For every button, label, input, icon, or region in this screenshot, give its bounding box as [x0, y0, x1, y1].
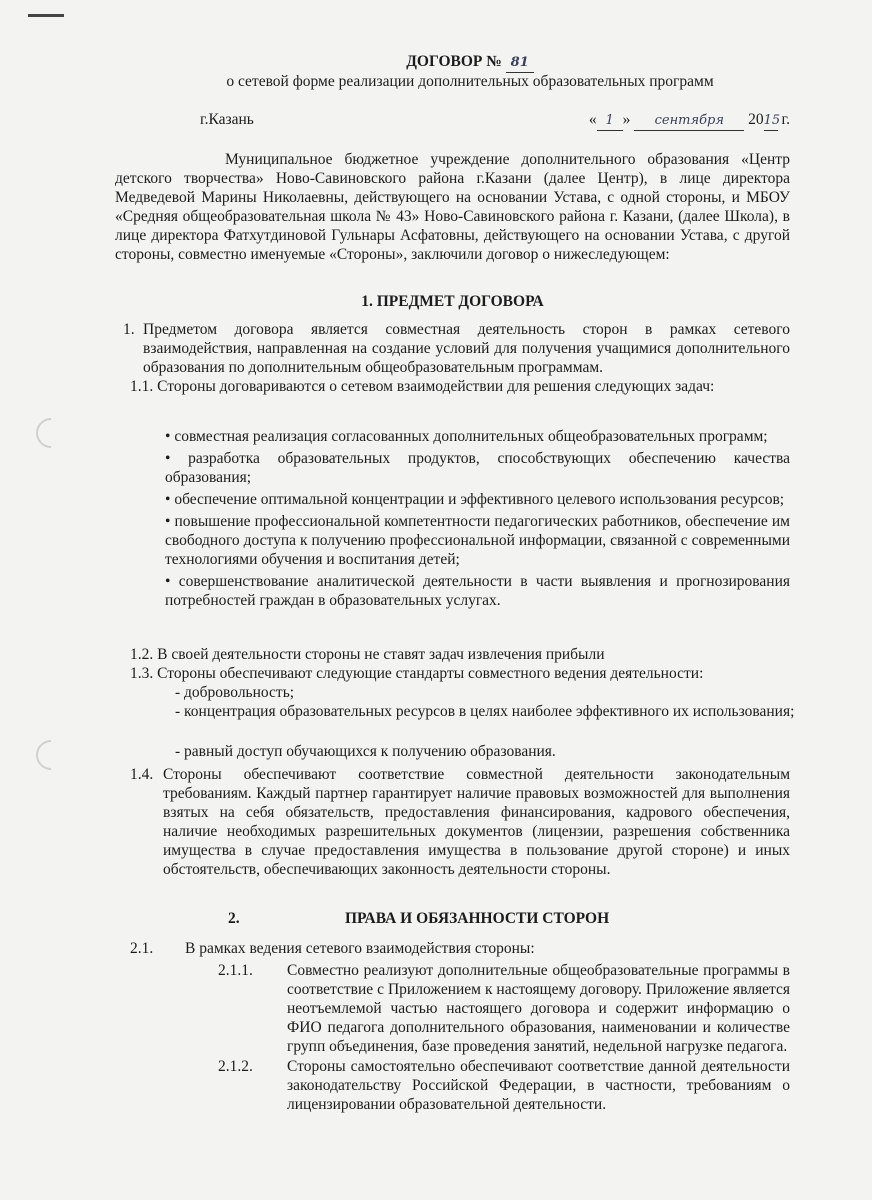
item-number: 2.1.	[130, 940, 154, 957]
date-day: 1	[597, 111, 623, 131]
contract-number: 81	[506, 53, 534, 73]
document-subtitle: о сетевой форме реализации дополнительных образовательных программ	[226, 73, 714, 90]
item-1: Предметом договора является совместная деятельность сторон в рамках сетевого взаимодействия, направленная на создание условий для получения учащимися дополнительного образования по дополнительным общеобразовательным программам.	[143, 321, 790, 376]
tasks-list	[165, 427, 790, 613]
item-2-1-1: Совместно реализуют дополнительные общеобразовательные программы в соответствие с Приложением к настоящему договору. Приложение является неотъемлемой частью настоящего договора и содержит информацию о ФИО педагога дополнительного образования, наименовании и количестве групп объединения, базе проведения занятий, недельной нагрузке педагога.	[287, 962, 790, 1055]
list-item: • повышение профессиональной компетентности педагогических работников, обеспечение им свободного доступа к получению профессиональной информации, связанной с современными технологиями обучения и воспитания детей;	[165, 513, 790, 568]
item-number: 1.4.	[130, 766, 154, 783]
list-item: • разработка образовательных продуктов, способствующих обеспечению качества образования;	[165, 450, 790, 486]
item-number: 2.1.2.	[218, 1058, 253, 1075]
contract-date	[589, 110, 790, 131]
list-item: - концентрация образовательных ресурсов в целях наиболее эффективного их использования;	[175, 703, 795, 720]
list-item: - равный доступ обучающихся к получению образования.	[175, 743, 556, 760]
city: г.Казань	[200, 111, 254, 128]
item-number: 1.	[123, 321, 135, 338]
item-2-1: В рамках ведения сетевого взаимодействия стороны:	[185, 940, 535, 957]
item-2-1-2: Стороны самостоятельно обеспечивают соответствие данной деятельности законодательству Российской Федерации, в частности, требованиям о лицензировании образовательной деятельности.	[287, 1058, 790, 1113]
section2-heading: ПРАВА И ОБЯЗАННОСТИ СТОРОН	[345, 910, 610, 927]
item-1-3: 1.3. Стороны обеспечивают следующие стандарты совместного ведения деятельности:	[130, 665, 704, 682]
preamble: Муниципальное бюджетное учреждение дополнительного образования «Центр детского творчества» Ново-Савиновского района г.Казани (далее Центр), в лице директора Медведевой Марины Николаевны, действующего на основании Устава, с одной стороны, и МБОУ «Средняя общеобразовательная школа № 43» Ново-Савиновского района г. Казани, (далее Школа), в лице директора Фатхутдиновой Гульнары Асфатовны, действующего на основании Устава, с другой стороны, совместно именуемые «Стороны», заключили договор о нижеследующем:	[115, 151, 790, 263]
document-title	[0, 52, 872, 73]
list-item: - добровольность;	[175, 684, 295, 701]
punch-hole	[30, 412, 72, 454]
item-1-4: Стороны обеспечивают соответствие совместной деятельности законодательным требованиям. Каждый партнер гарантирует наличие правовых возможностей для выполнения взятых на себя обязательств, предоставления финансирования, кадрового обеспечения, наличие необходимых разрешительных документов (лицензии, разрешения собственника имущества в случае предоставления имущества в пользование другой стороне) и иных обстоятельств, обеспечивающих законность деятельности стороны.	[163, 766, 790, 878]
section1-heading: 1. ПРЕДМЕТ ДОГОВОРА	[361, 293, 544, 310]
date-year-suffix: 15	[764, 111, 778, 131]
punch-hole	[30, 734, 72, 776]
date-year-prefix: 20	[748, 111, 764, 128]
list-item: • совершенствование аналитической деятельности в части выявления и прогнозирования потребностей граждан в образовательных услугах.	[165, 573, 790, 609]
item-number: 2.1.1.	[218, 962, 253, 979]
quote: »	[622, 111, 631, 128]
title-text: ДОГОВОР №	[406, 53, 502, 70]
date-month: сентября	[634, 111, 744, 131]
quote: «	[588, 111, 597, 128]
item-1-2: 1.2. В своей деятельности стороны не ставят задач извлечения прибыли	[130, 646, 605, 663]
list-item: • совместная реализация согласованных дополнительных общеобразовательных программ;	[165, 428, 768, 445]
scan-mark	[28, 14, 64, 17]
date-year-end: г.	[781, 111, 790, 128]
section2-number: 2.	[228, 910, 240, 927]
item-1-1: 1.1. Стороны договариваются о сетевом взаимодействии для решения следующих задач:	[130, 378, 715, 395]
list-item: • обеспечение оптимальной концентрации и эффективного целевого использования ресурсов;	[165, 491, 785, 508]
